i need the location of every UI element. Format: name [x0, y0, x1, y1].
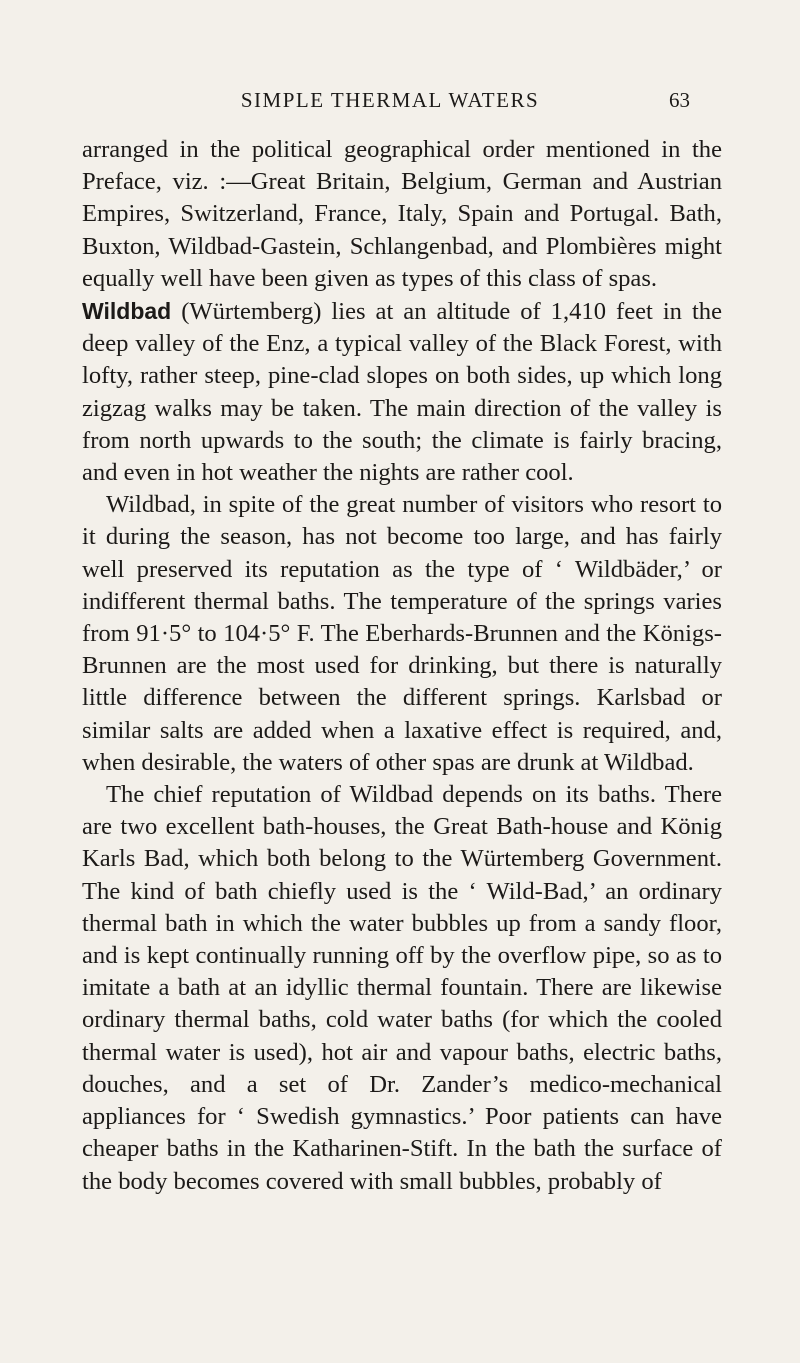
running-head	[190, 88, 690, 118]
running-title: SIMPLE THERMAL WATERS	[240, 88, 540, 112]
paragraph-wildbad-location-text: (Würtemberg) lies at an altitude of 1,410 feet in the deep valley of the Enz, a typical valley of the Black Forest, with lofty, rather steep, pine-clad slopes on both sides, up which long zigzag walks may be taken. The main direction of the valley is from north upwards to the south; the climate is fairly bracing, and even in hot weather the nights are rather cool.	[82, 298, 722, 487]
paragraph-intro: arranged in the political geographical order mentioned in the Preface, viz. :—Great Britain, Belgium, German and Austrian Empires, Switzerland, France, Italy, Spain and Portugal. Bath, Buxton, Wildbad-Gastein, Schlangenbad, and Plombières might equally well have been given as types of this class of spas.	[82, 136, 722, 292]
body-text	[82, 134, 722, 1198]
section-heading-wildbad: Wildbad	[82, 298, 172, 325]
page-number: 63	[669, 88, 690, 112]
paragraph-wildbad-location	[82, 295, 722, 489]
paragraph-wildbad-baths: The chief reputation of Wildbad depends on its baths. There are two excellent bath-houses, the Great Bath-house and König Karls Bad, which both belong to the Würtemberg Government. The kind of bath chiefly used is the ‘ Wild-Bad,’ an ordinary thermal bath in which the water bubbles up from a sandy floor, and is kept continually running off by the overflow pipe, so as to imitate a bath at an idyllic thermal fountain. There are likewise ordinary thermal baths, cold water baths (for which the cooled thermal water is used), hot air and vapour baths, electric baths, douches, and a set of Dr. Zander’s medico-mechanical appliances for ‘ Swedish gymnastics.’ Poor patients can have cheaper baths in the Katharinen-Stift. In the bath the surface of the body becomes covered with small bubbles, probably of	[82, 781, 722, 1195]
paragraph-wildbad-springs: Wildbad, in spite of the great number of visitors who resort to it during the season, has not become too large, and has fairly well preserved its reputation as the type of ‘ Wildbäder,’ or indifferent thermal baths. The temperature of the springs varies from 91·5° to 104·5° F. The Eberhards-Brunnen and the Königs-Brunnen are the most used for drinking, but there is naturally little difference between the different springs. Karlsbad or similar salts are added when a laxative effect is required, and, when desirable, the waters of other spas are drunk at Wildbad.	[82, 491, 722, 776]
